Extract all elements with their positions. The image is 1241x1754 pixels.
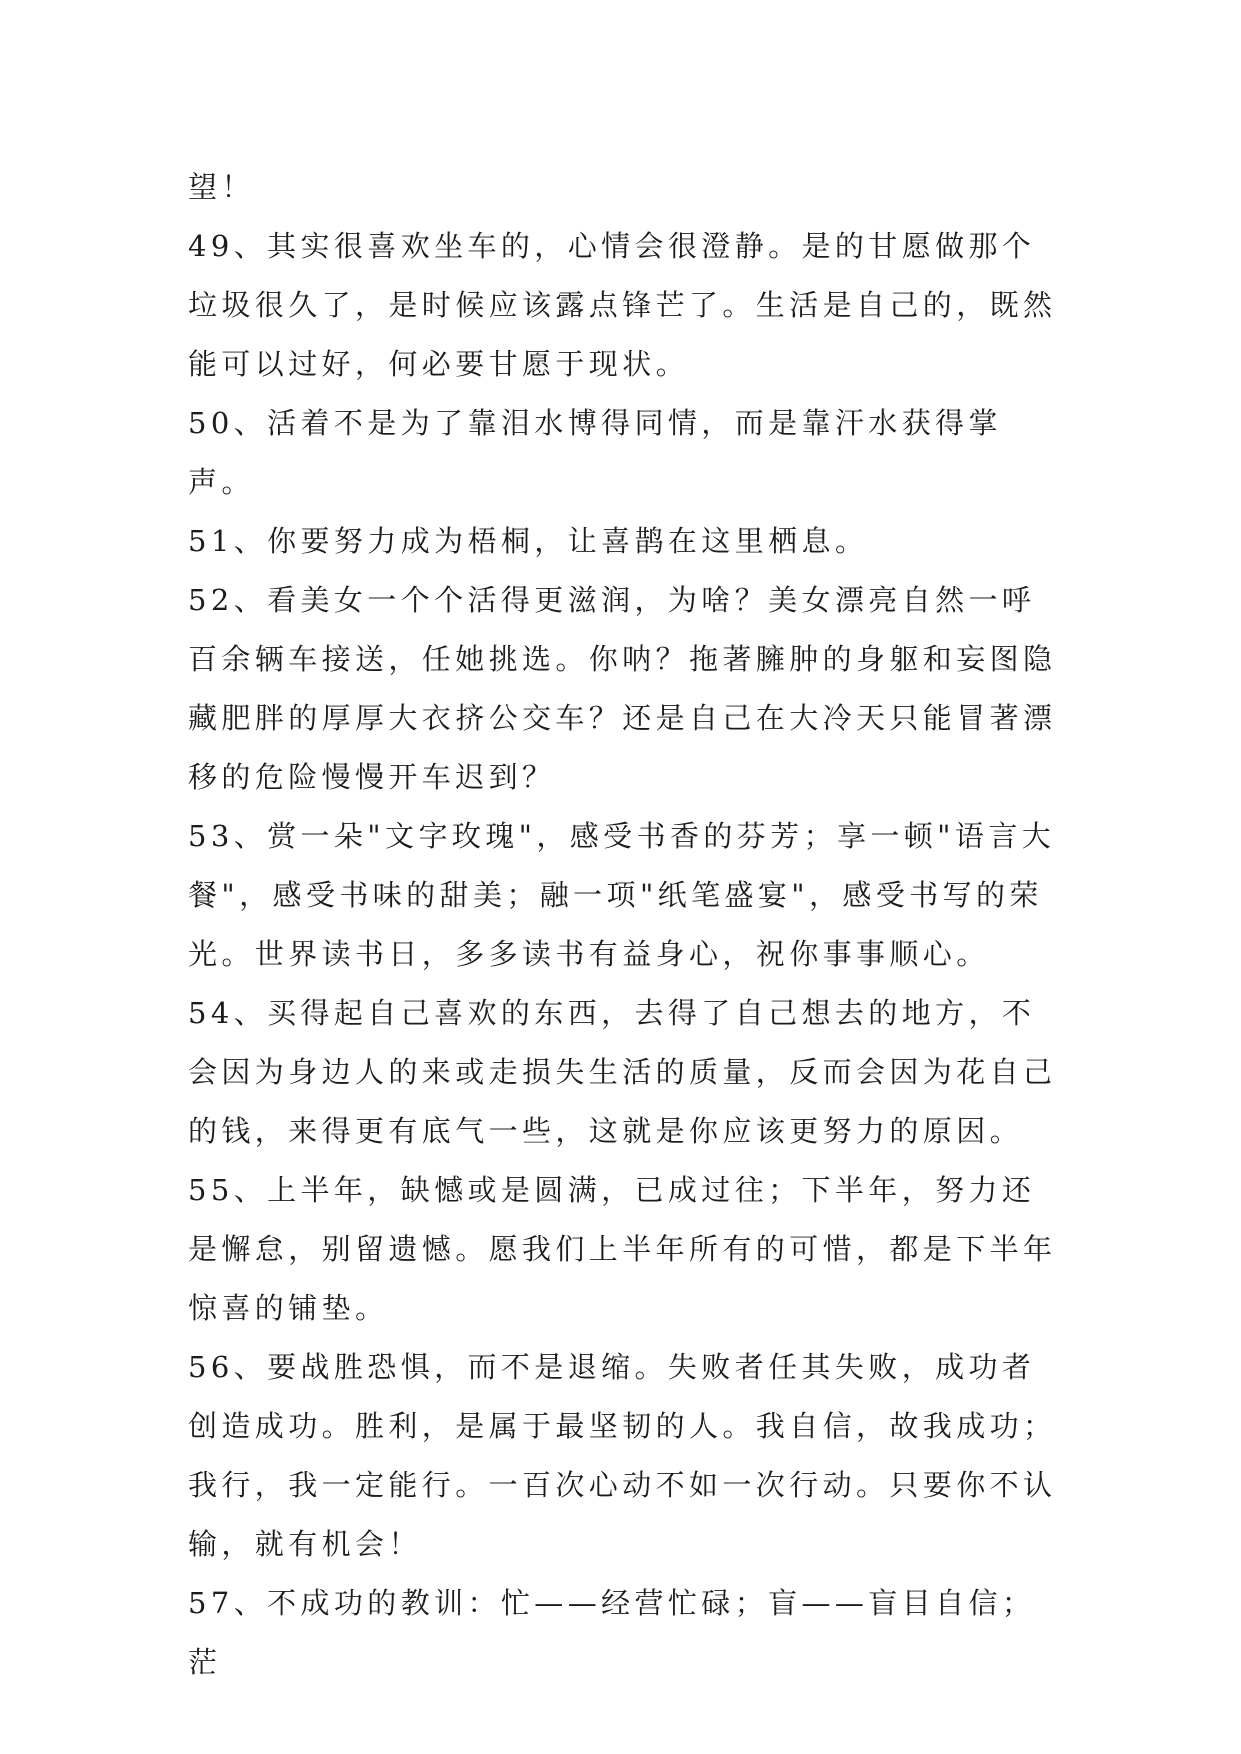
paragraph-55: 55、上半年，缺憾或是圆满，已成过往；下半年，努力还是懈怠，别留遗憾。愿我们上半年所有的可惜，都是下半年惊喜的铺垫。 [188,1173,1057,1325]
paragraph-56: 56、要战胜恐惧，而不是退缩。失败者任其失败，成功者创造成功。胜利，是属于最坚韧的人。我自信，故我成功；我行，我一定能行。一百次心动不如一次行动。只要你不认输，就有机会！ [188,1350,1057,1561]
paragraph-57: 57、不成功的教训：忙——经营忙碌；盲——盲目自信；茫 [188,1586,1036,1679]
paragraph-49: 49、其实很喜欢坐车的，心情会很澄静。是的甘愿做那个垃圾很久了，是时候应该露点锋芒了。生活是自己的，既然能可以过好，何必要甘愿于现状。 [188,229,1057,381]
document-body [188,158,1068,1692]
paragraph-54: 54、买得起自己喜欢的东西，去得了自己想去的地方，不会因为身边人的来或走损失生活的质量，反而会因为花自己的钱，来得更有底气一些，这就是你应该更努力的原因。 [188,996,1057,1148]
paragraph-continuation: 望！ [188,170,255,204]
paragraph-52: 52、看美女一个个活得更滋润，为啥？美女漂亮自然一呼百余辆车接送，任她挑选。你呐？拖著臃肿的身躯和妄图隐藏肥胖的厚厚大衣挤公交车？还是自己在大冷天只能冒著漂移的危险慢慢开车迟到？ [188,583,1057,794]
paragraph-50: 50、活着不是为了靠泪水博得同情，而是靠汗水获得掌声。 [188,406,1002,499]
paragraph-53: 53、赏一朵"文字玫瑰"，感受书香的芬芳；享一顿"语言大餐"，感受书味的甜美；融一项"纸笔盛宴"，感受书写的荣光。世界读书日，多多读书有益身心，祝你事事顺心。 [188,819,1056,971]
paragraph-51: 51、你要努力成为梧桐，让喜鹊在这里栖息。 [188,524,869,558]
